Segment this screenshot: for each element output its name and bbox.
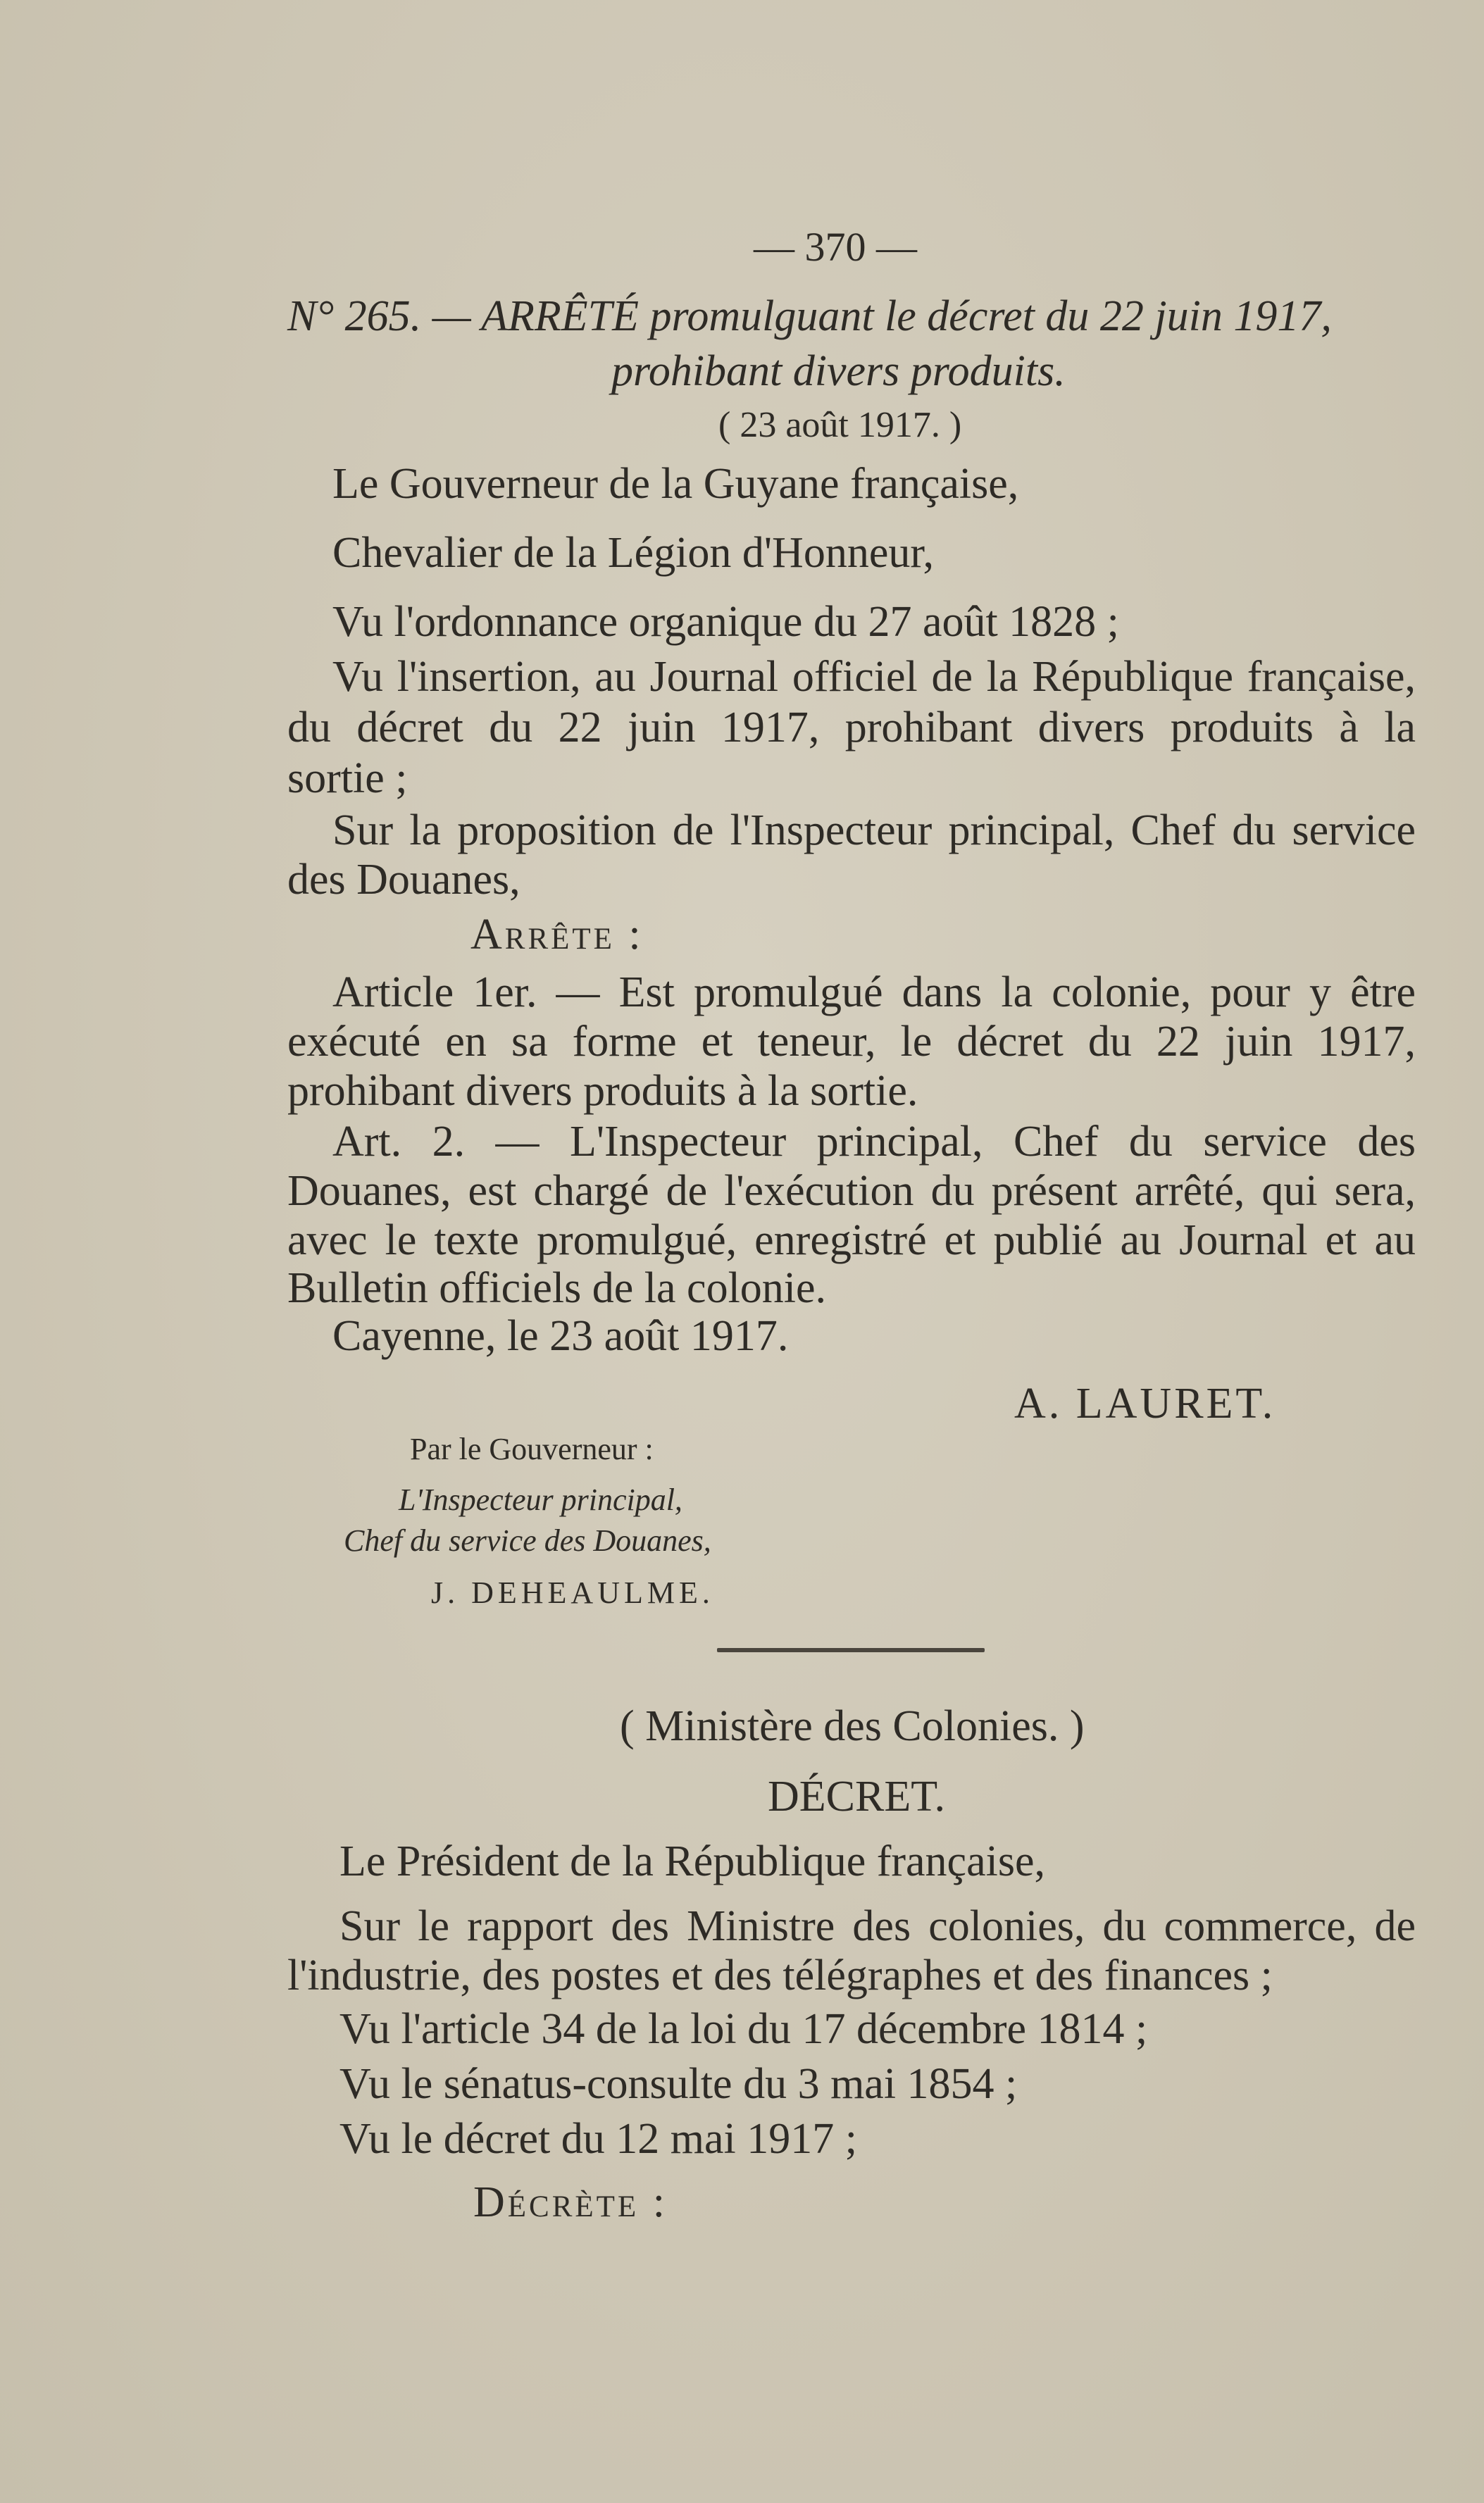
vu-insertion-line-1: Vu l'insertion, au Journal officiel de la République française, <box>332 653 1416 701</box>
vu-decret-12-mai: Vu le décret du 12 mai 1917 ; <box>339 2115 857 2163</box>
article-1-line-1: Article 1er. — Est promulgué dans la colonie, pour y être <box>332 968 1416 1016</box>
signature: A. LAURET. <box>1014 1380 1276 1428</box>
article-2-line-4: Bulletin officiels de la colonie. <box>287 1264 827 1312</box>
par-le-gouverneur: Par le Gouverneur : <box>410 1432 654 1466</box>
countersignature: J. DEHEAULME. <box>431 1575 714 1610</box>
vu-insertion-line-2: du décret du 22 juin 1917, prohibant divers produits à la <box>287 704 1416 751</box>
decret-title: DÉCRET. <box>768 1773 945 1821</box>
vu-article-34: Vu l'article 34 de la loi du 17 décembre 1814 ; <box>339 2005 1148 2053</box>
arrete-date: ( 23 août 1917. ) <box>718 405 962 445</box>
decrete-label: Décrète : <box>473 2178 668 2226</box>
article-1-line-3: prohibant divers produits à la sortie. <box>287 1067 918 1115</box>
gouverneur-line-1: Le Gouverneur de la Guyane française, <box>332 460 1019 508</box>
ministere: ( Ministère des Colonies. ) <box>620 1702 1085 1750</box>
article-2-line-2: Douanes, est chargé de l'exécution du présent arrêté, qui sera, <box>287 1167 1416 1215</box>
sur-proposition-line-1: Sur la proposition de l'Inspecteur principal, Chef du service <box>332 806 1416 854</box>
place-date: Cayenne, le 23 août 1917. <box>332 1312 789 1360</box>
vu-ordonnance: Vu l'ordonnance organique du 27 août 1828 ; <box>332 598 1119 646</box>
role-line-2: Chef du service des Douanes, <box>344 1523 711 1558</box>
gouverneur-line-2: Chevalier de la Légion d'Honneur, <box>332 529 935 577</box>
vu-senatus-consulte: Vu le sénatus-consulte du 3 mai 1854 ; <box>339 2060 1018 2108</box>
role-line-1: L'Inspecteur principal, <box>399 1483 682 1517</box>
vu-insertion-line-3: sortie ; <box>287 754 408 802</box>
section-divider <box>717 1648 985 1652</box>
arrete-heading-line-1: N° 265. — ARRÊTÉ promulguant le décret du 22 juin 1917, <box>287 292 1332 340</box>
arrete-label: Arrête : <box>470 911 644 959</box>
president: Le Président de la République française, <box>339 1837 1045 1885</box>
sur-rapport-line-1: Sur le rapport des Ministre des colonies, du commerce, de <box>339 1902 1416 1950</box>
sur-rapport-line-2: l'industrie, des postes et des télégraphes et des finances ; <box>287 1952 1273 1999</box>
arrete-heading-line-2: prohibant divers produits. <box>611 347 1066 395</box>
sur-proposition-line-2: des Douanes, <box>287 856 520 904</box>
page-number: — 370 — <box>754 224 917 270</box>
article-2-line-1: Art. 2. — L'Inspecteur principal, Chef du service des <box>332 1118 1416 1166</box>
article-2-line-3: avec le texte promulgué, enregistré et publié au Journal et au <box>287 1216 1416 1264</box>
article-1-line-2: exécuté en sa forme et teneur, le décret du 22 juin 1917, <box>287 1018 1416 1066</box>
